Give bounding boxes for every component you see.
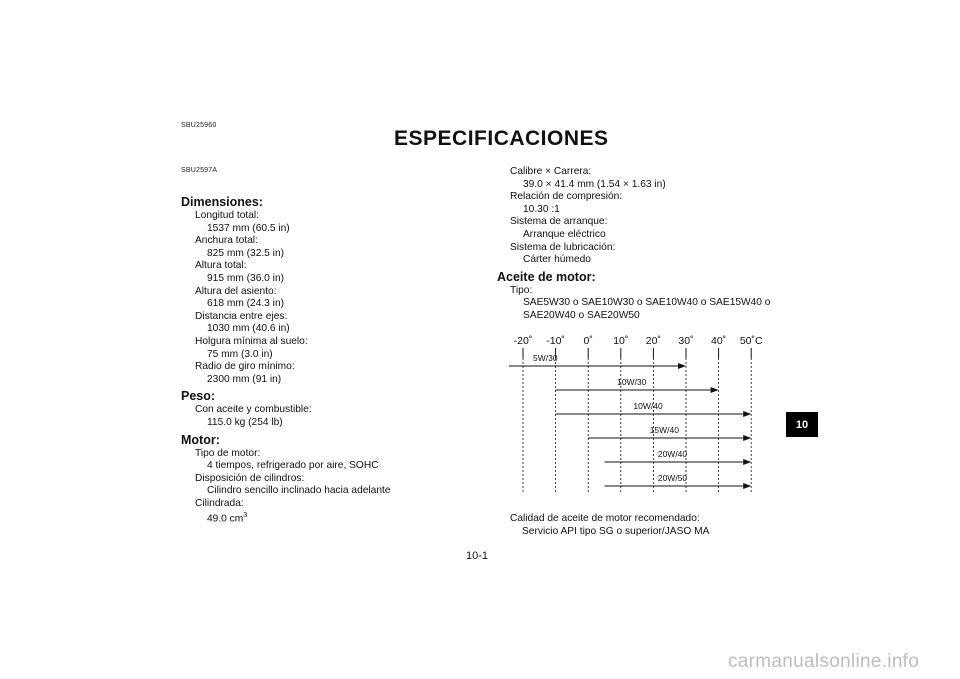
spec-label: Calibre × Carrera: bbox=[510, 166, 592, 177]
arrow-head bbox=[711, 387, 719, 393]
right-column bbox=[497, 166, 817, 323]
temperature-label: 10˚ bbox=[613, 335, 629, 347]
temperature-label: 0˚ bbox=[583, 335, 593, 347]
spec-label: Disposición de cilindros: bbox=[195, 472, 305, 484]
spec-label: Tipo de motor: bbox=[195, 447, 261, 459]
spec-label: Sistema de lubricación: bbox=[510, 241, 616, 253]
spec-value: 115.0 kg (254 lb) bbox=[207, 416, 283, 428]
grade-label: 5W/30 bbox=[533, 353, 558, 363]
unit-superscript: 3 bbox=[243, 512, 248, 520]
section-heading: Aceite de motor: bbox=[497, 269, 596, 284]
grade-label: 10W/40 bbox=[633, 401, 663, 411]
oil-quality-block bbox=[510, 513, 830, 538]
grade-label: 20W/50 bbox=[657, 473, 688, 483]
spec-value: 618 mm (24.3 in) bbox=[207, 298, 285, 310]
arrow-head bbox=[743, 483, 751, 489]
arrow-head bbox=[678, 363, 686, 369]
spec-label: Altura total: bbox=[195, 260, 247, 272]
temperature-label: 20˚ bbox=[645, 335, 661, 347]
spec-value: Cárter húmedo bbox=[523, 254, 591, 266]
spec-value: Arranque eléctrico bbox=[523, 228, 606, 240]
section-heading: Peso: bbox=[181, 389, 216, 404]
spec-value: 10.30 :1 bbox=[523, 203, 560, 215]
spec-label: Altura del asiento: bbox=[195, 285, 277, 297]
grade-label: 15W/40 bbox=[649, 425, 679, 435]
page-title: ESPECIFICACIONES bbox=[394, 127, 609, 150]
spec-value: Cilindro sencillo inclinado hacia adelante bbox=[207, 485, 391, 497]
spec-label: Anchura total: bbox=[195, 235, 258, 247]
temperature-label: 40˚ bbox=[711, 335, 727, 347]
arrow-head bbox=[743, 459, 751, 465]
spec-label: Relación de compresión: bbox=[510, 191, 623, 203]
spec-value: 75 mm (3.0 in) bbox=[207, 348, 273, 360]
spec-value: 1537 mm (60.5 in) bbox=[207, 222, 290, 234]
temperature-label: -10˚ bbox=[546, 335, 565, 347]
spec-label: Con aceite y combustible: bbox=[195, 404, 312, 416]
watermark: carmanualsonline.info bbox=[728, 651, 920, 672]
chapter-tab: 10 bbox=[786, 412, 818, 437]
document-code-top: SBU25960 bbox=[181, 122, 217, 129]
document-code-left: SBU2597A bbox=[181, 167, 218, 174]
spec-value: 825 mm (32.5 in) bbox=[207, 247, 285, 259]
temperature-label: 30˚ bbox=[678, 335, 694, 347]
spec-value: 49.0 $cm^3$ bbox=[207, 512, 248, 525]
oil-quality-value: Servicio API tipo SG o superior/JASO MA bbox=[522, 525, 710, 537]
temperature-label: -20˚ bbox=[513, 335, 533, 347]
spec-label: Radio de giro mínimo: bbox=[195, 361, 295, 373]
spec-label: Cilindrada: bbox=[195, 497, 244, 509]
arrow-head bbox=[743, 435, 751, 441]
left-column bbox=[181, 192, 481, 526]
temperature-label: 50˚C bbox=[739, 335, 763, 347]
spec-label: Tipo: bbox=[510, 284, 533, 296]
oil-viscosity-chart bbox=[505, 330, 765, 500]
spec-value: 1030 mm (40.6 in) bbox=[207, 323, 290, 335]
section-heading: Motor: bbox=[181, 432, 220, 447]
spec-value: 39.0 × 41.4 mm (1.54 × 1.63 in) bbox=[523, 178, 666, 190]
spec-label: Holgura mínima al suelo: bbox=[195, 335, 308, 347]
section-heading: Dimensiones: bbox=[181, 195, 263, 209]
spec-label: Distancia entre ejes: bbox=[195, 310, 288, 322]
grade-label: 10W/30 bbox=[617, 377, 647, 387]
spec-label: Longitud total: bbox=[195, 210, 260, 221]
spec-value: 4 tiempos, refrigerado por aire, SOHC bbox=[207, 460, 379, 472]
spec-value: 2300 mm (91 in) bbox=[207, 373, 282, 385]
spec-label: Sistema de arranque: bbox=[510, 216, 608, 228]
spec-value: SAE5W30 o SAE10W30 o SAE10W40 o SAE15W40 o bbox=[523, 297, 771, 309]
arrow-head bbox=[743, 411, 751, 417]
spec-value: SAE20W40 o SAE20W50 bbox=[523, 309, 640, 321]
grade-label: 20W/40 bbox=[657, 449, 688, 459]
oil-quality-label: Calidad de aceite de motor recomendado: bbox=[510, 513, 700, 524]
page-number: 10-1 bbox=[466, 550, 489, 562]
spec-value: 915 mm (36.0 in) bbox=[207, 272, 285, 284]
